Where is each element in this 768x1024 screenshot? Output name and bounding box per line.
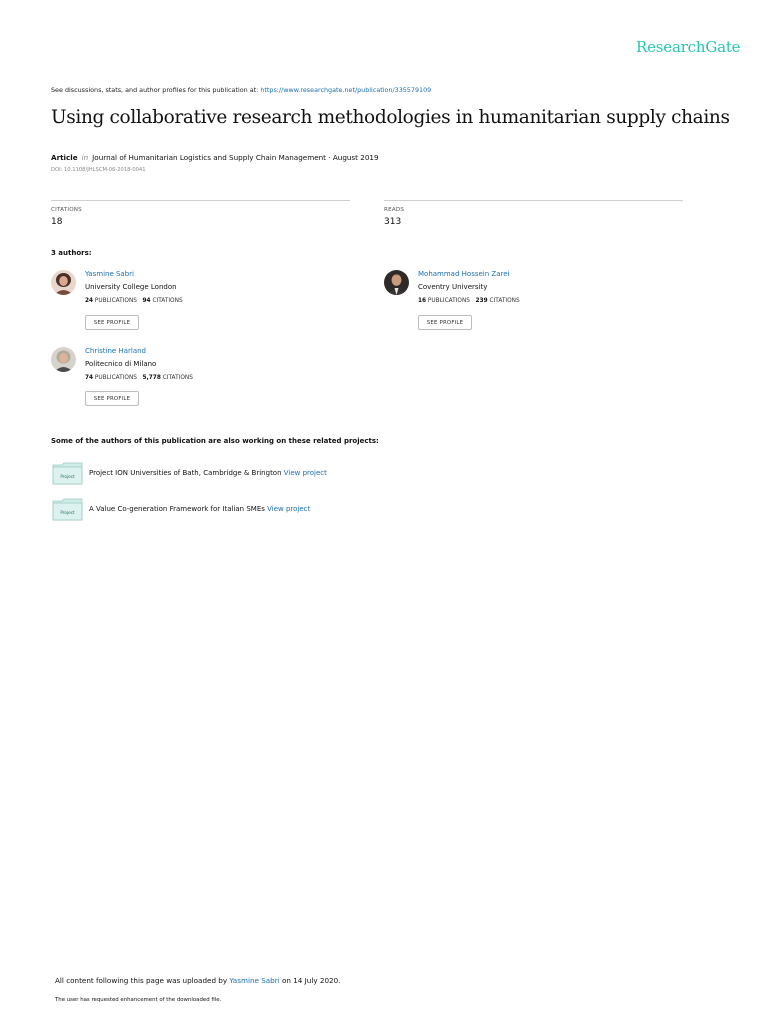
project-line <box>89 505 310 513</box>
upload-notice <box>55 976 340 985</box>
project-name: A Value Co-generation Framework for Italian SMEs <box>89 505 265 513</box>
journal-name: Journal of Humanitarian Logistics and Supply Chain Management · August 2019 <box>92 153 379 162</box>
publication-meta <box>51 153 379 162</box>
author-avatar[interactable] <box>51 270 76 295</box>
author-citations-label: CITATIONS <box>489 298 520 304</box>
view-project-link[interactable]: View project <box>267 505 311 513</box>
author-avatar[interactable] <box>51 347 76 372</box>
author-citations-label: CITATIONS <box>162 375 193 381</box>
reads-divider <box>384 200 683 201</box>
authors-heading: 3 authors: <box>51 249 92 257</box>
citations-label: CITATIONS <box>51 207 82 213</box>
citations-divider <box>51 200 350 201</box>
avatar-photo-woman-icon <box>51 270 76 295</box>
author-citations-count: 5,778 <box>142 375 161 381</box>
see-discussions-text: See discussions, stats, and author profiles for this publication at: <box>51 86 259 94</box>
see-profile-button[interactable]: SEE PROFILE <box>418 315 472 330</box>
author-publications-count: 16 <box>418 298 427 304</box>
publication-title: Using collaborative research methodologies in humanitarian supply chains <box>51 107 730 128</box>
researchgate-logo[interactable]: ResearchGate <box>636 38 741 56</box>
author-publications-label: PUBLICATIONS <box>427 298 470 304</box>
project-folder-icon <box>52 498 82 519</box>
author-citations-count: 239 <box>475 298 488 304</box>
doi-text: DOI: 10.1108/JHLSCM-06-2018-0041 <box>51 167 146 173</box>
author-publications-count: 24 <box>85 298 94 304</box>
project-line <box>89 469 327 477</box>
see-profile-button[interactable]: SEE PROFILE <box>85 315 139 330</box>
view-project-link[interactable]: View project <box>283 469 327 477</box>
author-publications-label: PUBLICATIONS <box>94 298 137 304</box>
see-profile-button[interactable]: SEE PROFILE <box>85 391 139 406</box>
author-name-link[interactable]: Mohammad Hossein Zarei <box>418 270 510 278</box>
author-institution: University College London <box>85 283 177 291</box>
author-stats <box>85 375 193 381</box>
enhancement-note: The user has requested enhancement of the downloaded file. <box>55 997 222 1003</box>
author-institution: Coventry University <box>418 283 488 291</box>
avatar-photo-woman-icon <box>51 347 76 372</box>
upload-suffix: on 14 July 2020. <box>282 976 341 985</box>
related-projects-heading: Some of the authors of this publication are also working on these related projects: <box>51 437 379 445</box>
reads-label: READS <box>384 207 405 213</box>
author-publications-count: 74 <box>85 375 94 381</box>
publication-url-link[interactable]: https://www.researchgate.net/publication/335579109 <box>260 86 432 94</box>
citations-value: 18 <box>51 217 63 227</box>
project-folder-label: Project <box>60 510 75 515</box>
author-citations-count: 94 <box>142 298 151 304</box>
author-avatar[interactable] <box>384 270 409 295</box>
project-name: Project ION Universities of Bath, Cambridge & Brington <box>89 469 282 477</box>
article-type: Article <box>51 153 78 162</box>
author-institution: Politecnico di Milano <box>85 360 157 368</box>
author-citations-label: CITATIONS <box>152 298 183 304</box>
upload-prefix: All content following this page was uploaded by <box>55 976 228 985</box>
see-discussions-line <box>51 86 431 94</box>
author-name-link[interactable]: Christine Harland <box>85 347 146 355</box>
project-folder-icon <box>52 462 82 483</box>
reads-value: 313 <box>384 217 402 227</box>
in-word: in <box>81 153 89 162</box>
author-name-link[interactable]: Yasmine Sabri <box>85 270 134 278</box>
avatar-photo-man-icon <box>384 270 409 295</box>
author-stats <box>418 298 520 304</box>
author-publications-label: PUBLICATIONS <box>94 375 137 381</box>
author-stats <box>85 298 183 304</box>
uploader-link[interactable]: Yasmine Sabri <box>229 976 280 985</box>
project-folder-label: Project <box>60 474 75 479</box>
